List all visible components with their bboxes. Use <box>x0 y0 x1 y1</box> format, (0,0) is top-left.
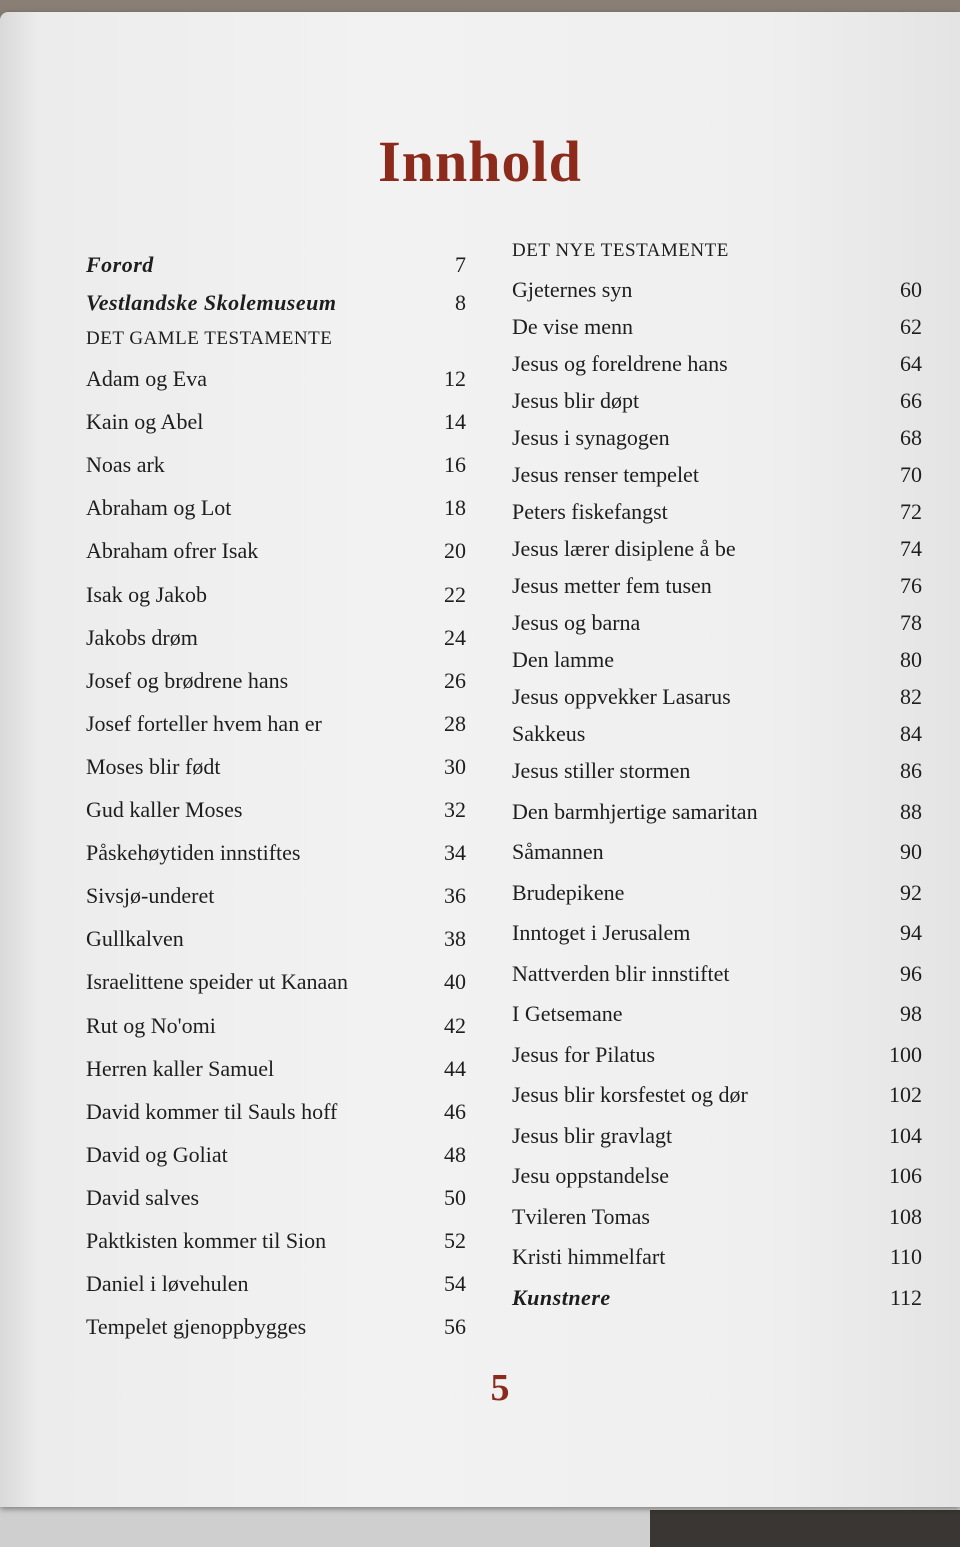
toc-entry-title: Adam og Eva <box>86 366 207 391</box>
toc-entry-title: Josef forteller hvem han er <box>86 711 322 736</box>
toc-entry <box>86 1271 466 1301</box>
toc-entry-title: Jesus og foreldrene hans <box>512 351 728 376</box>
toc-entry <box>512 839 922 869</box>
toc-entry-title: Inntoget i Jerusalem <box>512 920 691 945</box>
toc-entry-title: Kain og Abel <box>86 409 204 434</box>
page-title: Innhold <box>378 129 582 194</box>
toc-entry <box>86 754 466 784</box>
toc-entry-page: 12 <box>444 366 466 391</box>
toc-entry-title: Sivsjø-underet <box>86 883 215 908</box>
toc-entry-title: Jesus og barna <box>512 610 641 635</box>
toc-entry-page: 104 <box>889 1123 922 1148</box>
toc-entry-title: Jesus metter fem tusen <box>512 573 712 598</box>
toc-entry <box>512 425 922 455</box>
toc-entry-title: Sakkeus <box>512 721 586 746</box>
toc-entry <box>512 499 922 529</box>
toc-entry-page: 90 <box>900 839 922 864</box>
toc-entry <box>512 1244 922 1274</box>
toc-entry <box>512 961 922 991</box>
toc-entry-page: 52 <box>444 1228 466 1253</box>
toc-entry-page: 82 <box>900 684 922 709</box>
toc-entry-page: 54 <box>444 1271 466 1296</box>
toc-entry-page: 84 <box>900 721 922 746</box>
toc-entry-page: 50 <box>444 1185 466 1210</box>
toc-entry <box>512 1123 922 1153</box>
toc-entry <box>86 409 466 439</box>
toc-entry-title: Jesus oppvekker Lasarus <box>512 684 731 709</box>
toc-section-heading <box>86 328 466 358</box>
toc-entry-page: 62 <box>900 314 922 339</box>
toc-entry-title: Kristi himmelfart <box>512 1244 666 1269</box>
toc-entry-title: Forord <box>86 252 154 277</box>
toc-entry-page: 42 <box>444 1013 466 1038</box>
toc-entry <box>512 1042 922 1072</box>
toc-entry <box>86 366 466 396</box>
toc-entry-title: I Getsemane <box>512 1001 623 1026</box>
toc-entry-title: Gjeternes syn <box>512 277 633 302</box>
toc-section-heading <box>512 240 922 270</box>
toc-entry-page: 106 <box>889 1163 922 1188</box>
toc-entry-page: 48 <box>444 1142 466 1167</box>
table-surface <box>650 1510 960 1547</box>
toc-entry-page: 44 <box>444 1056 466 1081</box>
toc-entry-title: Jesu oppstandelse <box>512 1163 670 1188</box>
toc-entry-page: 14 <box>444 409 466 434</box>
toc-entry-title: Gud kaller Moses <box>86 797 243 822</box>
toc-entry <box>512 351 922 381</box>
toc-entry <box>512 647 922 677</box>
toc-entry-title: Abraham ofrer Isak <box>86 538 259 563</box>
toc-entry-title: Abraham og Lot <box>86 495 232 520</box>
toc-entry <box>512 462 922 492</box>
toc-entry-title: Peters fiskefangst <box>512 499 668 524</box>
toc-entry-page: 32 <box>444 797 466 822</box>
toc-entry-page: 22 <box>444 582 466 607</box>
toc-entry-title: Jesus i synagogen <box>512 425 670 450</box>
toc-entry <box>86 1142 466 1172</box>
toc-entry-page: 64 <box>900 351 922 376</box>
toc-entry-page: 80 <box>900 647 922 672</box>
toc-entry <box>512 880 922 910</box>
toc-entry-title: Jesus stiller stormen <box>512 758 691 783</box>
toc-entry <box>512 1001 922 1031</box>
toc-entry-page: 96 <box>900 961 922 986</box>
toc-entry <box>86 290 466 320</box>
toc-entry-page: 36 <box>444 883 466 908</box>
toc-entry <box>512 1204 922 1234</box>
toc-entry-title: Vestlandske Skolemuseum <box>86 290 337 315</box>
toc-entry-title: DET NYE TESTAMENTE <box>512 240 729 261</box>
toc-entry-page: 18 <box>444 495 466 520</box>
toc-entry <box>512 758 922 788</box>
toc-entry <box>86 969 466 999</box>
toc-entry-title: Josef og brødrene hans <box>86 668 289 693</box>
toc-entry-page: 72 <box>900 499 922 524</box>
toc-entry-title: Rut og No'omi <box>86 1013 216 1038</box>
toc-entry-page: 66 <box>900 388 922 413</box>
toc-entry-title: Jesus blir korsfestet og dør <box>512 1082 748 1107</box>
toc-entry-title: David salves <box>86 1185 200 1210</box>
toc-entry <box>86 883 466 913</box>
toc-entry-title: Noas ark <box>86 452 165 477</box>
toc-entry <box>86 1099 466 1129</box>
toc-entry <box>86 582 466 612</box>
toc-entry-page: 56 <box>444 1314 466 1339</box>
toc-entry-page: 46 <box>444 1099 466 1124</box>
toc-entry-title: Jesus for Pilatus <box>512 1042 655 1067</box>
toc-entry-page: 98 <box>900 1001 922 1026</box>
toc-entry <box>86 1185 466 1215</box>
toc-entry <box>512 388 922 418</box>
toc-entry-title: Gullkalven <box>86 926 184 951</box>
toc-entry-title: Jesus renser tempelet <box>512 462 699 487</box>
toc-entry-title: Moses blir født <box>86 754 221 779</box>
toc-entry-page: 78 <box>900 610 922 635</box>
toc-entry <box>512 536 922 566</box>
toc-entry-title: Påskehøytiden innstiftes <box>86 840 301 865</box>
toc-entry-title: David kommer til Sauls hoff <box>86 1099 338 1124</box>
toc-entry-page: 7 <box>455 252 466 277</box>
toc-entry-title: Tempelet gjenoppbygges <box>86 1314 307 1339</box>
toc-entry-page: 86 <box>900 758 922 783</box>
toc-entry <box>86 252 466 282</box>
toc-entry <box>86 538 466 568</box>
toc-entry <box>86 495 466 525</box>
toc-entry-title: Den lamme <box>512 647 615 672</box>
toc-entry-title: Jesus blir gravlagt <box>512 1123 673 1148</box>
toc-entry-title: Isak og Jakob <box>86 582 207 607</box>
toc-entry-page: 20 <box>444 538 466 563</box>
toc-entry <box>86 1314 466 1344</box>
toc-entry-page: 8 <box>455 290 466 315</box>
toc-entry <box>86 452 466 482</box>
toc-entry-title: De vise menn <box>512 314 633 339</box>
toc-entry-page: 70 <box>900 462 922 487</box>
toc-entry <box>512 277 922 307</box>
toc-entry <box>86 926 466 956</box>
toc-entry <box>512 799 922 829</box>
toc-entry-title: Såmannen <box>512 839 604 864</box>
toc-entry-page: 92 <box>900 880 922 905</box>
toc-entry-page: 60 <box>900 277 922 302</box>
toc-entry <box>512 684 922 714</box>
toc-entry-title: Brudepikene <box>512 880 625 905</box>
toc-entry-title: David og Goliat <box>86 1142 228 1167</box>
toc-entry-page: 74 <box>900 536 922 561</box>
toc-entry <box>86 668 466 698</box>
toc-entry-page: 28 <box>444 711 466 736</box>
toc-entry-page: 68 <box>900 425 922 450</box>
toc-entry <box>86 625 466 655</box>
toc-entry-page: 24 <box>444 625 466 650</box>
toc-entry-page: 110 <box>889 1244 922 1269</box>
toc-entry <box>512 1163 922 1193</box>
toc-entry-page: 88 <box>900 799 922 824</box>
toc-entry-title: Tvileren Tomas <box>512 1204 650 1229</box>
toc-entry-title: Paktkisten kommer til Sion <box>86 1228 327 1253</box>
toc-entry-title: Kunstnere <box>512 1285 611 1310</box>
toc-entry <box>86 1013 466 1043</box>
toc-entry <box>86 797 466 827</box>
toc-entry-page: 34 <box>444 840 466 865</box>
toc-entry-page: 100 <box>889 1042 922 1067</box>
toc-entry-page: 108 <box>889 1204 922 1229</box>
toc-entry-page: 16 <box>444 452 466 477</box>
toc-entry-title: Daniel i løvehulen <box>86 1271 249 1296</box>
toc-entry <box>86 840 466 870</box>
toc-entry <box>512 610 922 640</box>
toc-entry-title: Jesus blir døpt <box>512 388 640 413</box>
toc-entry-page: 76 <box>900 573 922 598</box>
toc-entry <box>512 314 922 344</box>
toc-entry-page: 102 <box>889 1082 922 1107</box>
toc-entry-title: DET GAMLE TESTAMENTE <box>86 328 333 349</box>
toc-entry <box>86 711 466 741</box>
toc-entry <box>512 573 922 603</box>
page-number: 5 <box>490 1367 510 1409</box>
toc-entry-page: 30 <box>444 754 466 779</box>
toc-entry <box>512 1285 922 1315</box>
toc-entry-title: Herren kaller Samuel <box>86 1056 275 1081</box>
toc-entry-title: Jesus lærer disiplene å be <box>512 536 736 561</box>
toc-entry-page: 112 <box>889 1285 922 1310</box>
toc-entry-title: Nattverden blir innstiftet <box>512 961 730 986</box>
toc-entry-page: 94 <box>900 920 922 945</box>
toc-entry-title: Jakobs drøm <box>86 625 198 650</box>
toc-entry <box>86 1228 466 1258</box>
toc-entry-page: 40 <box>444 969 466 994</box>
toc-entry <box>86 1056 466 1086</box>
toc-entry-page: 38 <box>444 926 466 951</box>
toc-entry-page: 26 <box>444 668 466 693</box>
toc-entry <box>512 1082 922 1112</box>
toc-entry <box>512 920 922 950</box>
toc-entry <box>512 721 922 751</box>
toc-entry-title: Israelittene speider ut Kanaan <box>86 969 349 994</box>
toc-entry-title: Den barmhjertige samaritan <box>512 799 758 824</box>
